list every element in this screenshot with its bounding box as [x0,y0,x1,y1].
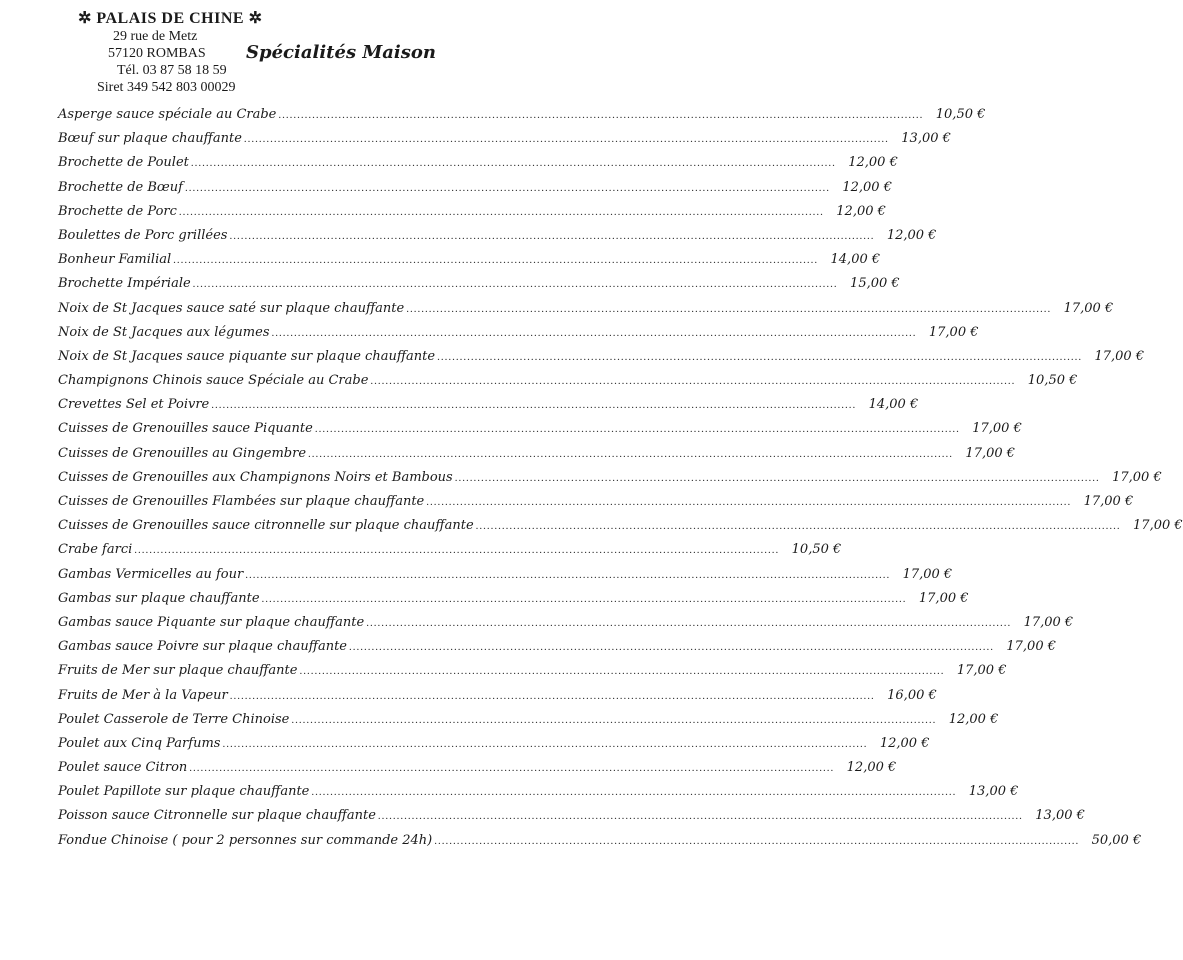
menu-item [58,590,969,615]
dish-name: Brochette de Bœuf [58,179,183,195]
menu-item [58,566,953,591]
dish-price: 17,00 € [1094,348,1145,364]
menu-item [58,518,1183,542]
phone-number: Tél. 03 87 58 18 59 [117,63,227,78]
dot-leader: ............................................................................................................................................................................ [278,109,924,121]
dot-leader: ............................................................................................................................................................................ [173,254,819,267]
menu-item [58,469,1162,494]
dot-leader: ............................................................................................................................................................................ [134,544,780,557]
dot-leader: ............................................................................................................................................................................ [229,229,875,242]
dish-name: Poulet sauce Citron [58,760,188,776]
dot-leader: ............................................................................................................................................................................ [406,302,1052,315]
dish-price: 17,00 € [972,421,1022,437]
menu-item [58,373,1078,397]
dot-leader: ............................................................................................................................................................................ [189,762,835,775]
dot-leader: ............................................................................................................................................................................ [426,496,1072,508]
dish-name: Brochette de Poulet [58,155,189,171]
dish-name: Champignons Chinois sauce Spéciale au Crabe [58,373,369,389]
menu-item [58,614,1074,639]
dish-price: 10,50 € [791,542,842,558]
address-city: 57120 ROMBAS [108,46,206,61]
dish-price: 15,00 € [850,276,900,292]
menu-item [58,421,1022,445]
dish-price: 17,00 € [918,590,969,606]
address-street: 29 rue de Metz [113,29,198,44]
menu-list [58,107,1183,857]
menu-item [58,808,1085,832]
dish-name: Poulet aux Cinq Parfums [58,735,221,751]
dot-leader: ............................................................................................................................................................................ [299,665,945,678]
dot-leader: ............................................................................................................................................................................ [211,399,857,412]
dish-price: 13,00 € [901,131,951,147]
dot-leader: ............................................................................................................................................................................ [271,326,917,339]
menu-item [58,542,842,566]
dish-price: 17,00 € [956,663,1007,679]
menu-item [58,203,886,228]
menu-header [0,0,677,110]
dish-name: Bœuf sur plaque chauffante [58,131,242,147]
dot-leader: ............................................................................................................................................................................ [437,350,1083,363]
dish-name: Noix de St Jacques sauce saté sur plaque chauffante [58,300,405,316]
dot-leader: ............................................................................................................................................................................ [349,641,994,654]
dot-leader: ............................................................................................................................................................................ [291,713,937,726]
siret-number: Siret 349 542 803 00029 [97,80,236,95]
dish-name: Gambas sur plaque chauffante [58,590,260,606]
dot-leader: ............................................................................................................................................................................ [190,157,836,170]
dish-price: 10,50 € [1027,373,1078,389]
dot-leader: ............................................................................................................................................................................ [308,447,954,460]
dish-price: 12,00 € [879,735,930,751]
dish-name: Brochette de Porc [58,203,177,219]
menu-item [58,832,1142,857]
menu-item [58,155,898,179]
menu-item [58,687,937,712]
dish-name: Poulet Papillote sur plaque chauffante [58,784,310,800]
menu-item [58,784,1019,808]
dish-name: Crevettes Sel et Poivre [58,397,210,413]
dish-price: 12,00 € [846,760,897,776]
dish-name: Fruits de Mer sur plaque chauffante [58,663,298,679]
dish-price: 50,00 € [1091,832,1142,848]
menu-item [58,227,937,252]
dish-price: 17,00 € [1023,614,1074,630]
dish-price: 17,00 € [1112,469,1162,485]
dish-price: 17,00 € [1006,639,1056,655]
menu-item [58,760,897,784]
dot-leader: ............................................................................................................................................................................ [222,737,868,750]
dish-price: 17,00 € [1133,518,1183,534]
menu-item [58,131,951,155]
dish-name: Cuisses de Grenouilles sauce citronnelle sur plaque chauffante [58,518,474,534]
dot-leader: ............................................................................................................................................................................ [261,592,907,605]
dish-price: 14,00 € [868,397,919,413]
dot-leader: ............................................................................................................................................................................ [454,471,1100,484]
dish-name: Boulettes de Porc grillées [58,227,228,243]
dish-name: Noix de St Jacques sauce piquante sur plaque chauffante [58,348,436,364]
dish-price: 13,00 € [1035,808,1085,824]
dot-leader: ............................................................................................................................................................................ [475,520,1121,533]
dot-leader: ............................................................................................................................................................................ [314,423,960,436]
restaurant-name: ✲ PALAIS DE CHINE ✲ [78,10,263,27]
dot-leader: ............................................................................................................................................................................ [366,616,1012,629]
dish-name: Crabe farci [58,542,133,558]
dish-price: 12,00 € [948,711,999,727]
menu-item [58,179,892,204]
dish-name: Gambas Vermicelles au four [58,566,244,582]
dish-name: Cuisses de Grenouilles au Gingembre [58,445,307,461]
menu-item [58,107,986,131]
menu-item [58,397,919,421]
dish-price: 16,00 € [887,687,937,703]
dish-name: Gambas sauce Piquante sur plaque chauffante [58,614,365,630]
dot-leader: ............................................................................................................................................................................ [370,375,1016,388]
dish-price: 12,00 € [886,227,937,243]
menu-item [58,639,1056,663]
dish-name: Fondue Chinoise ( pour 2 personnes sur commande 24h) [58,832,433,848]
dot-leader: ............................................................................................................................................................................ [311,786,957,799]
dish-price: 12,00 € [836,203,886,219]
dish-name: Cuisses de Grenouilles Flambées sur plaque chauffante [58,494,425,509]
dish-name: Poisson sauce Citronnelle sur plaque chauffante [58,808,376,824]
dish-name: Poulet Casserole de Terre Chinoise [58,711,290,727]
dish-name: Cuisses de Grenouilles sauce Piquante [58,421,313,437]
menu-item [58,276,900,300]
dot-leader: ............................................................................................................................................................................ [192,278,838,291]
dish-price: 17,00 € [965,445,1016,461]
dish-price: 17,00 € [928,324,979,340]
dish-price: 12,00 € [842,179,892,195]
dish-name: Noix de St Jacques aux légumes [58,324,270,340]
dish-name: Gambas sauce Poivre sur plaque chauffante [58,639,347,655]
dish-price: 12,00 € [848,155,898,171]
dish-price: 14,00 € [830,252,881,268]
menu-item [58,324,979,349]
dot-leader: ............................................................................................................................................................................ [184,181,830,194]
dish-price: 17,00 € [1083,494,1134,509]
dot-leader: ............................................................................................................................................................................ [178,205,824,218]
menu-item [58,663,1007,687]
dish-price: 13,00 € [968,784,1019,800]
dish-name: Brochette Impériale [58,276,191,292]
menu-item [58,711,999,736]
dish-name: Fruits de Mer à la Vapeur [58,687,228,703]
dot-leader: ............................................................................................................................................................................ [245,568,891,581]
menu-item [58,252,881,276]
dish-name: Cuisses de Grenouilles aux Champignons Noirs et Bambous [58,469,453,485]
menu-item [58,735,930,760]
dish-name: Asperge sauce spéciale au Crabe [58,107,277,122]
menu-item [58,445,1016,470]
dot-leader: ............................................................................................................................................................................ [243,133,889,146]
section-title: Spécialités Maison [246,42,436,63]
dish-price: 10,50 € [935,107,986,122]
menu-item [58,494,1134,518]
menu-item [58,300,1114,325]
dish-price: 17,00 € [1063,300,1114,316]
dot-leader: ............................................................................................................................................................................ [229,689,875,702]
menu-item [58,348,1145,373]
dish-price: 17,00 € [902,566,953,582]
dot-leader: ............................................................................................................................................................................ [377,810,1023,823]
dot-leader: ............................................................................................................................................................................ [434,834,1080,847]
dish-name: Bonheur Familial [58,252,172,268]
